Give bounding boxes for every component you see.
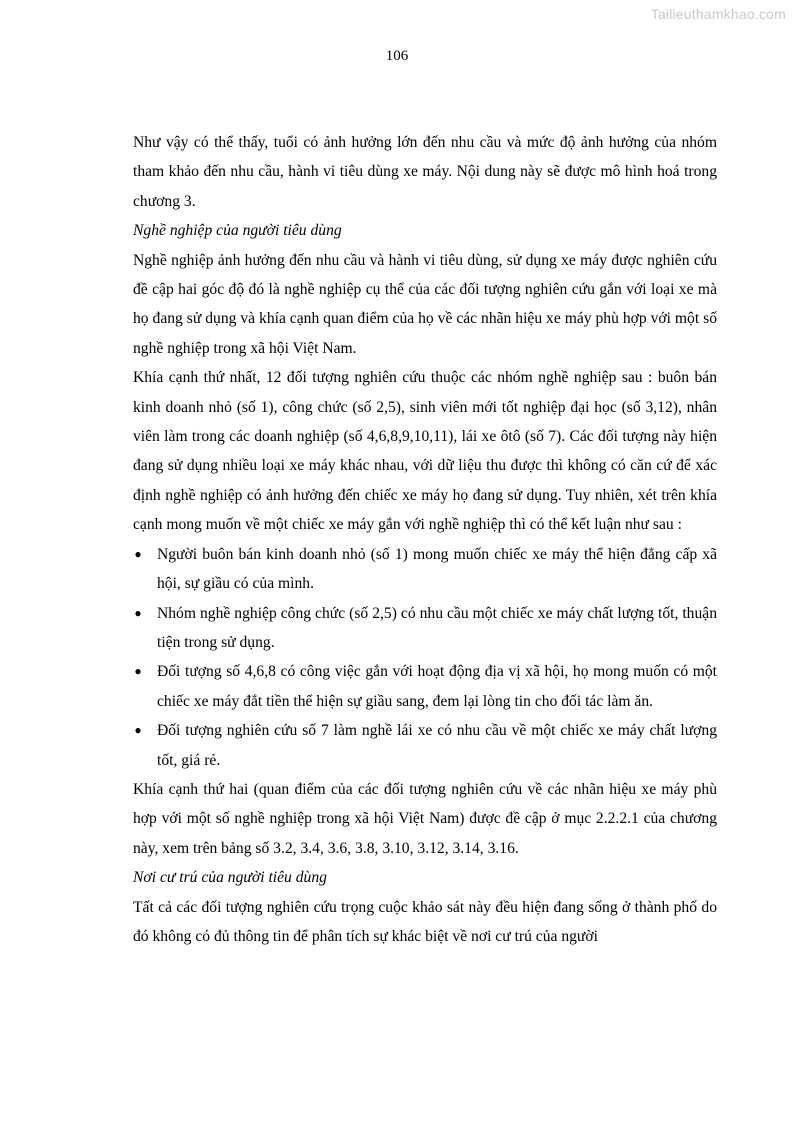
list-item xyxy=(133,716,717,775)
bullet-list xyxy=(133,540,717,775)
paragraph-first-aspect: Khía cạnh thứ nhất, 12 đối tượng nghiên cứu thuộc các nhóm nghề nghiệp sau : buôn bán kinh doanh nhỏ (số 1), công chức (số 2,5), sinh viên mới tốt nghiệp đại học (số 3,12), nhân viên làm trong các doanh nghiệp (số 4,6,8,9,10,11), lái xe ôtô (số 7). Các đối tượng này hiện đang sử dụng nhiều loại xe máy khác nhau, với dữ liệu thu được thì không có căn cứ để xác định nghề nghiệp có ảnh hưởng đến chiếc xe máy họ đang sử dụng. Tuy nhiên, xét trên khía cạnh mong muốn về một chiếc xe máy gắn với nghề nghiệp thì có thể kết luận như sau : xyxy=(133,369,717,534)
paragraph-second-aspect: Khía cạnh thứ hai (quan điểm của các đối tượng nghiên cứu về các nhãn hiệu xe máy phù hợp với một số nghề nghiệp trong xã hội Việt Nam) được đề cập ở mục 2.2.2.1 của chương này, xem trên bảng số 3.2, 3.4, 3.6, 3.8, 3.10, 3.12, 3.14, 3.16. xyxy=(133,780,717,857)
paragraph-age-conclusion: Như vậy có thể thấy, tuổi có ảnh hưởng lớn đến nhu cầu và mức độ ảnh hưởng của nhóm tham khảo đến nhu cầu, hành vi tiêu dùng xe máy. Nội dung này sẽ được mô hình hoá trong chương 3. xyxy=(133,134,717,210)
list-item xyxy=(133,657,717,716)
bullet-icon: ● xyxy=(134,664,142,679)
bullet-icon: ● xyxy=(134,723,142,738)
bullet-icon: ● xyxy=(134,546,142,561)
page-body xyxy=(133,128,717,951)
page-number: 106 xyxy=(385,48,409,64)
bullet-icon: ● xyxy=(134,605,142,620)
paragraph-occupation-intro: Nghề nghiệp ảnh hưởng đến nhu cầu và hành vi tiêu dùng, sử dụng xe máy được nghiên cứu đề cập hai góc độ đó là nghề nghiệp cụ thể của các đối tượng nghiên cứu gắn với loại xe mà họ đang sử dụng và khía cạnh quan điểm của họ về các nhãn hiệu xe máy phù hợp với một số nghề nghiệp trong xã hội Việt Nam. xyxy=(133,251,717,357)
watermark-text: Tailieuthamkhao.com xyxy=(650,6,786,22)
list-item-text: Đối tượng số 4,6,8 có công việc gắn với hoạt động địa vị xã hội, họ mong muốn có một chiếc xe máy đắt tiền thể hiện sự giầu sang, đem lại lòng tin cho đối tác làm ăn. xyxy=(157,663,717,710)
list-item xyxy=(133,599,717,658)
list-item-text: Người buôn bán kinh doanh nhỏ (số 1) mong muốn chiếc xe máy thể hiện đẳng cấp xã hội, sự giầu có của mình. xyxy=(157,545,717,593)
section-heading-occupation: Nghề nghiệp của người tiêu dùng xyxy=(133,222,342,240)
section-heading-residence: Nơi cư trú của người tiêu dùng xyxy=(133,869,327,887)
list-item-text: Nhóm nghề nghiệp công chức (số 2,5) có nhu cầu một chiếc xe máy chất lượng tốt, thuận tiện trong sử dụng. xyxy=(157,604,717,651)
list-item-text: Đối tượng nghiên cứu số 7 làm nghề lái xe có nhu cầu về một chiếc xe máy chất lượng tốt, giá rẻ. xyxy=(157,722,717,769)
paragraph-residence: Tất cả các đối tượng nghiên cứu trọng cuộc khảo sát này đều hiện đang sống ở thành phố do đó không có đủ thông tin để phân tích sự khác biệt về nơi cư trú của người xyxy=(133,898,717,945)
list-item xyxy=(133,540,717,599)
